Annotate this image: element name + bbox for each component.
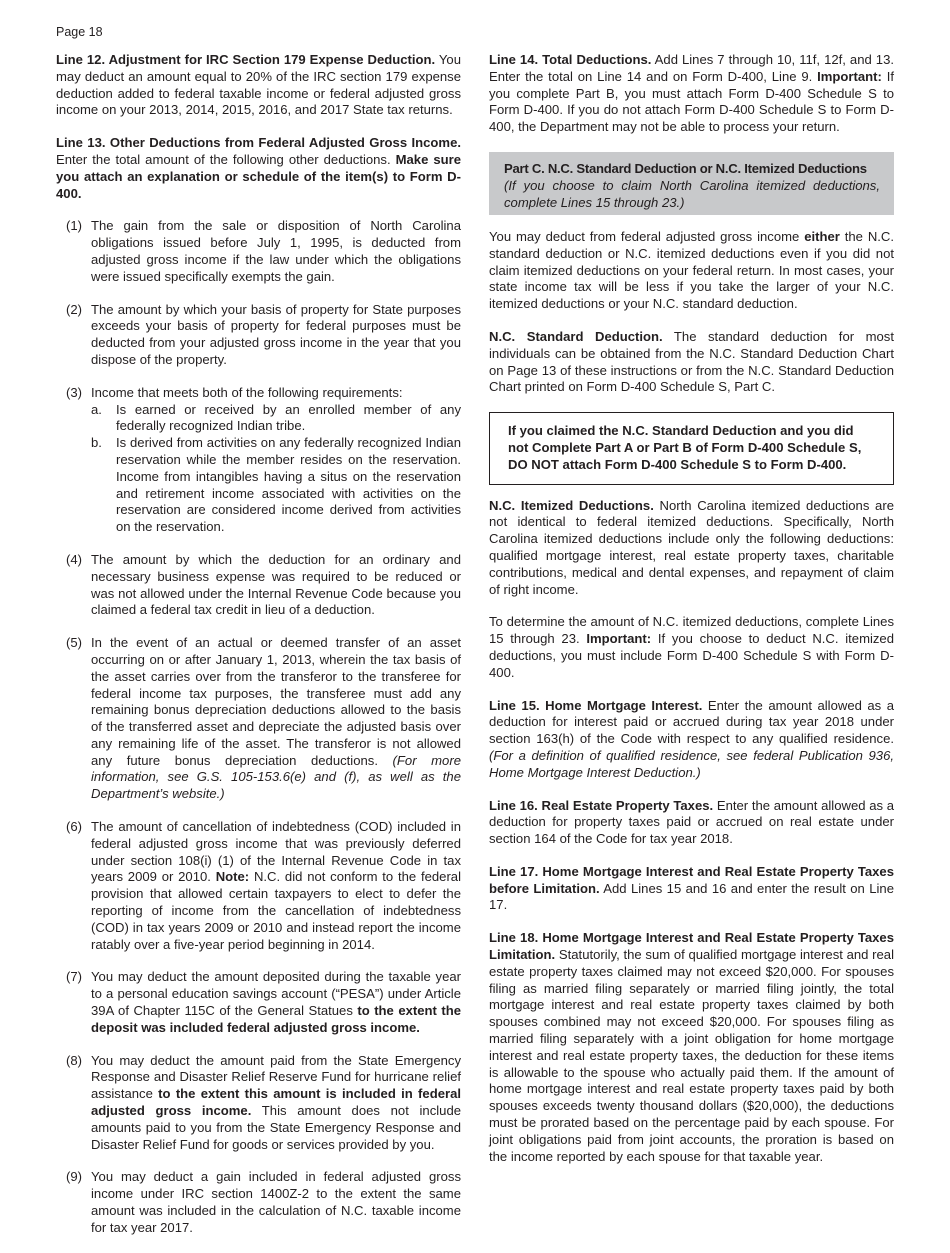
determine-text-2: If you choose to deduct N.C. itemized deductions, you must include Form D-400 Schedule S with Form D-400. — [489, 631, 894, 680]
item-text: In the event of an actual or deemed transfer of an asset occurring on or after January 1, 2013, wherein the tax basis of the asset carries over from the transferor to the transferee for federal income tax purposes, the transferee must add any remaining bonus depreciation deductions allowed to the basis of the transferred asset and depreciate the adjusted basis over any remaining life of the asset. The transferor is not allowed any future bonus depreciation deductions. — [91, 635, 461, 768]
item-body — [91, 635, 461, 803]
important-label: Important: — [817, 68, 882, 84]
item-body — [91, 819, 461, 953]
line-12-text: You may deduct an amount equal to 20% of the IRC section 179 expense deduction added to federal taxable income or federal adjusted gross income on your 2013, 2014, 2015, 2016, and 2017 State tax returns. — [56, 52, 461, 118]
part-c-subtitle: (If you choose to claim North Carolina itemized deductions, complete Lines 15 through 23.) — [504, 177, 880, 210]
part-c-title: Part C. N.C. Standard Deduction or N.C. Itemized Deductions — [504, 160, 867, 176]
line-18-section — [489, 930, 894, 1165]
determine-paragraph — [489, 614, 894, 681]
item-text-2: This amount does not include amounts paid to you from the State Emergency Response and Disaster Relief Fund for goods or services provided by you. — [91, 1103, 462, 1152]
important-label: Important: — [586, 631, 652, 647]
line-13-text: Enter the total amount of the following other deductions. — [56, 151, 396, 167]
intro-bold: either — [804, 228, 840, 244]
item-number: (6) — [66, 819, 83, 835]
determine-text: To determine the amount of N.C. itemized deductions, complete Lines 15 through 23. — [489, 614, 894, 647]
intro-text: You may deduct from federal adjusted gross income — [489, 228, 805, 244]
sub-item-text: Is earned or received by an enrolled member of any federally recognized Indian tribe. — [116, 401, 461, 434]
notice-text: If you claimed the N.C. Standard Deduction and you did not Complete Part A or Part B of Form D-400 Schedule S, DO NOT attach Form D-400 Schedule S to Form D-400. — [508, 423, 862, 472]
sub-item-b — [91, 435, 461, 536]
line-16-section — [489, 798, 894, 848]
item-text: Income that meets both of the following requirements: — [91, 384, 403, 400]
sub-item-letter: a. — [91, 401, 102, 417]
line-14-text: Add Lines 7 through 10, 11f, 12f, and 13. Enter the total on Line 14 and on Form D-400, Line 9. — [489, 52, 894, 84]
intro-paragraph — [489, 229, 894, 313]
notice-box — [489, 412, 894, 484]
item-italic-note: (For more information, see G.S. 105-153.6(e) and (f), as well as the Department’s website.) — [91, 752, 461, 802]
part-c-header-box — [489, 152, 894, 215]
line-13-emphasis: Make sure you attach an explanation or schedule of the item(s) to Form D-400. — [56, 151, 461, 201]
line-14-text-2: If you complete Part B, you must attach Form D-400 Schedule S to Form D-400. If you do not attach Form D-400 Schedule S to Form D-400, the Department may not be able to process your return. — [489, 68, 894, 135]
line-15-section — [489, 698, 894, 782]
standard-deduction-text: The standard deduction for most individuals can be obtained from the N.C. Standard Deduction Chart on Page 13 of these instructions or from the N.C. Standard Deduction Chart printed on Form D-400 Schedule S, Part C. — [489, 328, 894, 395]
item-body — [91, 385, 461, 536]
deduction-item-5 — [56, 635, 461, 803]
item-text: You may deduct a gain included in federal adjusted gross income under IRC section 1400Z-2 to the extent the same amount was included in the calculation of N.C. taxable income for tax year 2017. — [91, 1169, 461, 1235]
line-15-text: Enter the amount allowed as a deduction for interest paid or accrued during tax year 2018 under section 163(h) of the Code with respect to any qualified residence. — [489, 697, 894, 747]
itemized-deductions-heading: N.C. Itemized Deductions. — [489, 497, 654, 513]
item-number: (5) — [66, 635, 83, 651]
page-number: Page 18 — [56, 25, 103, 39]
line-16-text: Enter the amount allowed as a deduction for property taxes paid or accrued on real estate under section 164 of the Code for tax year 2018. — [489, 797, 894, 847]
standard-deduction-heading: N.C. Standard Deduction. — [489, 328, 663, 344]
deduction-item-9 — [56, 1169, 461, 1236]
itemized-deductions-text: North Carolina itemized deductions are not identical to federal itemized deductions. Specifically, North Carolina itemized deductions include only the following deductions: qualified mortgage interest, real estate property taxes, charitable contributions, medical and dental expenses, and repayment of claim of right income. — [489, 497, 894, 597]
line-12-heading: Line 12. Adjustment for IRC Section 179 Expense Deduction. — [56, 52, 436, 67]
itemized-deductions-section — [489, 498, 894, 599]
line-13-section — [56, 135, 461, 202]
right-column — [489, 52, 894, 1181]
item-text: The amount by which your basis of property for State purposes exceeds your basis of property for federal purposes must be deducted from your adjusted gross income in the year that you dispose of the property. — [91, 301, 461, 367]
item-text: The amount of cancellation of indebtedness (COD) included in federal adjusted gross income that was previously deferred under section 108(i) (1) of the Internal Revenue Code in tax years 2009 or 2010. — [91, 819, 461, 885]
item-body — [91, 969, 461, 1036]
item-number: (7) — [66, 969, 83, 985]
item-text: The gain from the sale or disposition of North Carolina obligations issued before July 1, 1995, is deducted from adjusted gross income if the law under which the obligations were issued specifically exempts the gain. — [91, 218, 461, 284]
line-16-heading: Line 16. Real Estate Property Taxes. — [489, 797, 714, 813]
item-number: (4) — [66, 551, 83, 567]
line-14-heading: Line 14. Total Deductions. — [489, 52, 652, 67]
item-number: (3) — [66, 384, 83, 400]
line-13-heading: Line 13. Other Deductions from Federal Adjusted Gross Income. — [56, 135, 461, 151]
line-18-heading: Line 18. Home Mortgage Interest and Real Estate Property Taxes Limitation. — [489, 930, 894, 963]
line-17-heading: Line 17. Home Mortgage Interest and Real Estate Property Taxes before Limitation. — [489, 863, 894, 896]
sub-item-letter: b. — [91, 435, 102, 451]
item-number: (1) — [66, 218, 83, 234]
line-12-section — [56, 52, 461, 119]
deduction-item-1 — [56, 218, 461, 285]
line-18-text: Statutorily, the sum of qualified mortgage interest and real estate property taxes claimed may not exceed $20,000. For spouses filing as married filing separately or married filing jointly, the total mortgage interest and real estate property taxes claimed by both spouses combined may not exceed $20,000. For spouses filing as married filing separately with a joint obligation for home mortgage interest and real estate property taxes, the deduction for these items is allowable to the spouse who actually paid them. If the amount of home mortgage interest and real estate property taxes paid by both spouses exceeds twenty thousand dollars ($20,000), the deductions must be prorated based on the percentage paid by each spouse. For joint obligations paid from joint accounts, the proration is based on the income reported by each spouse for that taxable year. — [489, 947, 894, 1164]
intro-text-2: the N.C. standard deduction or N.C. itemized deductions even if you did not claim itemized deductions on your federal return. In most cases, your state income tax will be less if you take the larger of your N.C. itemized deductions or your N.C. standard deduction. — [489, 228, 895, 312]
item-number: (2) — [66, 301, 83, 317]
line-17-section — [489, 864, 894, 914]
item-number: (9) — [66, 1169, 83, 1185]
sub-item-text: Is derived from activities on any federally recognized Indian reservation while the member resides on the reservation. Income from intangibles having a situs on the reservation and retirement income associated with activities on the reservation are considered income derived from activities on the reservation. — [116, 435, 461, 535]
item-text: You may deduct the amount paid from the State Emergency Response and Disaster Relief Reserve Fund for hurricane relief assistance — [91, 1052, 461, 1102]
item-number: (8) — [66, 1052, 83, 1068]
left-column — [56, 52, 461, 1253]
item-body — [91, 1053, 461, 1154]
sub-item-a — [91, 402, 461, 436]
item-bold-text: to the extent the deposit was included federal adjusted gross income. — [91, 1003, 462, 1035]
standard-deduction-section — [489, 329, 894, 396]
deduction-item-6 — [56, 819, 461, 953]
item-text: The amount by which the deduction for an ordinary and necessary business expense was required to be reduced or was not allowed under the Internal Revenue Code because you claimed a federal tax credit in lieu of a deduction. — [91, 551, 461, 618]
deduction-item-7 — [56, 969, 461, 1036]
line-14-section — [489, 52, 894, 136]
deduction-item-4 — [56, 552, 461, 619]
line-15-heading: Line 15. Home Mortgage Interest. — [489, 697, 703, 713]
deduction-item-8 — [56, 1053, 461, 1154]
line-17-text: Add Lines 15 and 16 and enter the result on Line 17. — [489, 880, 894, 913]
item-text-2: N.C. did not conform to the federal provision that allowed certain taxpayers to elect to defer the reporting of income from the cancellation of indebtedness (COD) in tax years 2009 or 2010 and instead report the income ratably over a five-year period beginning in 2014. — [91, 869, 461, 952]
line-15-italic-note: (For a definition of qualified residence, see federal Publication 936, Home Mortgage Interest Deduction.) — [489, 747, 894, 780]
note-label: Note: — [215, 869, 250, 885]
item-text: You may deduct the amount deposited during the taxable year to a personal education savings account (“PESA”) under Article 39A of Chapter 115C of the General Statues — [91, 969, 461, 1019]
deduction-item-2 — [56, 302, 461, 369]
item-bold-text: to the extent this amount is included in federal adjusted gross income. — [91, 1086, 461, 1119]
deduction-item-3 — [56, 385, 461, 536]
